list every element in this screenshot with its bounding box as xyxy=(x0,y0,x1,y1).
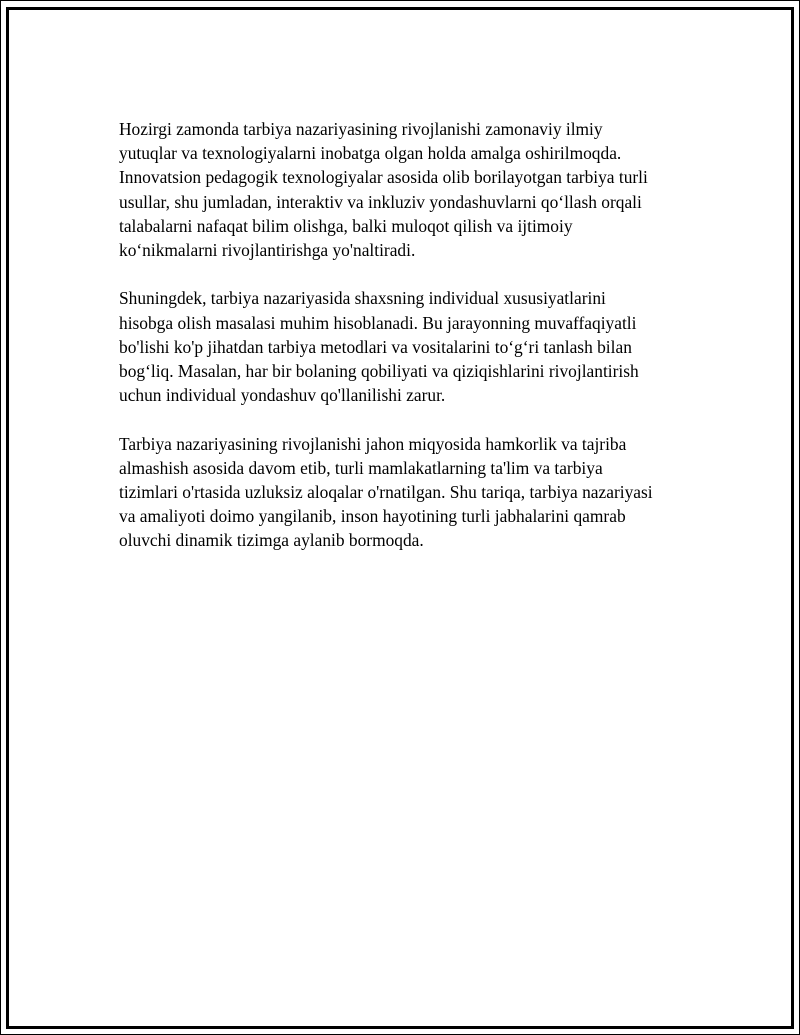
paragraph-1 xyxy=(119,117,699,262)
text-line: ko‘nikmalarni rivojlantirishga yo'naltiradi. xyxy=(119,240,416,261)
text-line: Shuningdek, tarbiya nazariyasida shaxsning individual xususiyatlarini xyxy=(119,288,606,309)
text-line: hisobga olish masalasi muhim hisoblanadi. Bu jarayonning muvaffaqiyatli xyxy=(119,312,637,333)
text-line: yutuqlar va texnologiyalarni inobatga olgan holda amalga oshirilmoqda. xyxy=(119,143,622,164)
document-body xyxy=(119,117,699,577)
text-line: bog‘liq. Masalan, har bir bolaning qobiliyati va qiziqishlarini rivojlantirish xyxy=(119,361,639,382)
text-line: Innovatsion pedagogik texnologiyalar asosida olib borilayotgan tarbiya turli xyxy=(119,167,648,188)
text-line: tizimlari o'rtasida uzluksiz aloqalar o'rnatilgan. Shu tariqa, tarbiya nazariyasi xyxy=(119,482,653,503)
text-line: almashish asosida davom etib, turli mamlakatlarning ta'lim va tarbiya xyxy=(119,457,603,478)
text-line: bo'lishi ko'p jihatdan tarbiya metodlari va vositalarini to‘g‘ri tanlash bilan xyxy=(119,336,632,357)
text-line: usullar, shu jumladan, interaktiv va inkluziv yondashuvlarni qo‘llash orqali xyxy=(119,191,642,212)
paragraph-3 xyxy=(119,432,699,553)
text-line: uchun individual yondashuv qo'llanilishi zarur. xyxy=(119,385,446,406)
text-line: talabalarni nafaqat bilim olishga, balki muloqot qilish va ijtimoiy xyxy=(119,215,573,236)
paragraph-2 xyxy=(119,286,699,407)
text-line: Hozirgi zamonda tarbiya nazariyasining rivojlanishi zamonaviy ilmiy xyxy=(119,119,603,139)
text-line: oluvchi dinamik tizimga aylanib bormoqda. xyxy=(119,530,424,551)
text-line: va amaliyoti doimo yangilanib, inson hayotining turli jabhalarini qamrab xyxy=(119,506,626,527)
text-line: Tarbiya nazariyasining rivojlanishi jahon miqyosida hamkorlik va tajriba xyxy=(119,433,627,454)
